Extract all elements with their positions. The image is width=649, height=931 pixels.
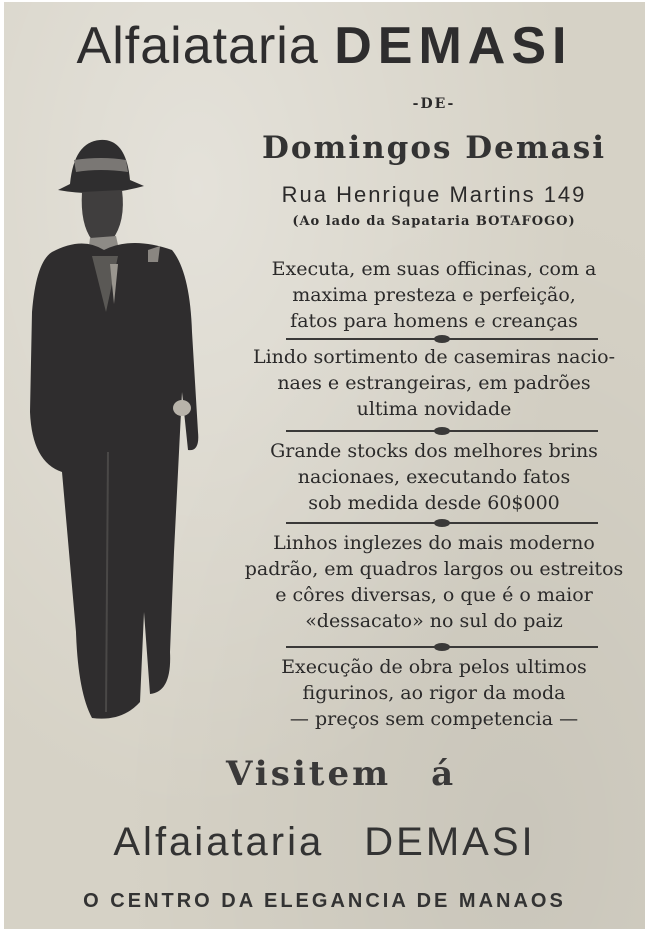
title-shop-word: Alfaiataria [76,17,319,75]
paragraph-line: sob medida desde 60$000 [308,492,560,514]
paragraph-line: naes e estrangeiras, em padrões [277,372,591,394]
paragraph-line: Lindo sortimento de casemiras nacio- [252,346,615,368]
paragraph-stocks [226,438,642,516]
visit-line [226,754,646,794]
paragraph-line: Executa, em suas officinas, com a [271,258,597,280]
tagline: O CENTRO DA ELEGANCIA DE MANAOS [83,890,566,912]
de-line: -DE- [412,96,456,112]
paragraph-line: figurinos, ao rigor da moda [302,682,566,704]
visit-word: Visitem [226,754,392,794]
man-in-suit-illustration [22,132,212,732]
divider-rule [286,338,598,340]
paragraph-line: e côres diversas, o que é o maior [275,584,593,606]
title-shop-name: DEMASI [334,17,573,75]
paragraph-line: maxima presteza e perfeição, [292,284,576,306]
paragraph-cashmere [226,344,642,422]
paragraph-execution [226,654,642,732]
paragraph-line: padrão, em quadros largos ou estreitos [244,558,624,580]
visit-preposition: á [431,754,457,794]
paragraph-workshop [226,256,642,334]
paragraph-line: Linhos inglezes do mais moderno [273,532,595,554]
paragraph-line: Grande stocks dos melhores brins [270,440,598,462]
footer-title [4,820,645,865]
paragraph-line: nacionaes, executando fatos [297,466,571,488]
divider-rule [286,646,598,648]
paragraph-line: ultima novidade [356,398,512,420]
owner-name: Domingos Demasi [262,130,606,166]
paragraph-line: «dessacato» no sul do paiz [305,610,563,632]
paragraph-line: — preços sem competencia — [289,708,579,730]
street-address: Rua Henrique Martins 149 [281,182,587,207]
ad-title [4,16,645,76]
paragraph-line: fatos para homens e creanças [290,310,578,332]
divider-rule [286,430,598,432]
divider-rule [286,522,598,524]
footer-shop-name: DEMASI [364,820,536,864]
street-note: (Ao lado da Sapataria BOTAFOGO) [292,214,576,229]
footer-shop-word: Alfaiataria [113,820,325,864]
advertisement-page [4,2,645,929]
paragraph-line: Execução de obra pelos ultimos [281,656,587,678]
paragraph-linens [226,530,642,634]
